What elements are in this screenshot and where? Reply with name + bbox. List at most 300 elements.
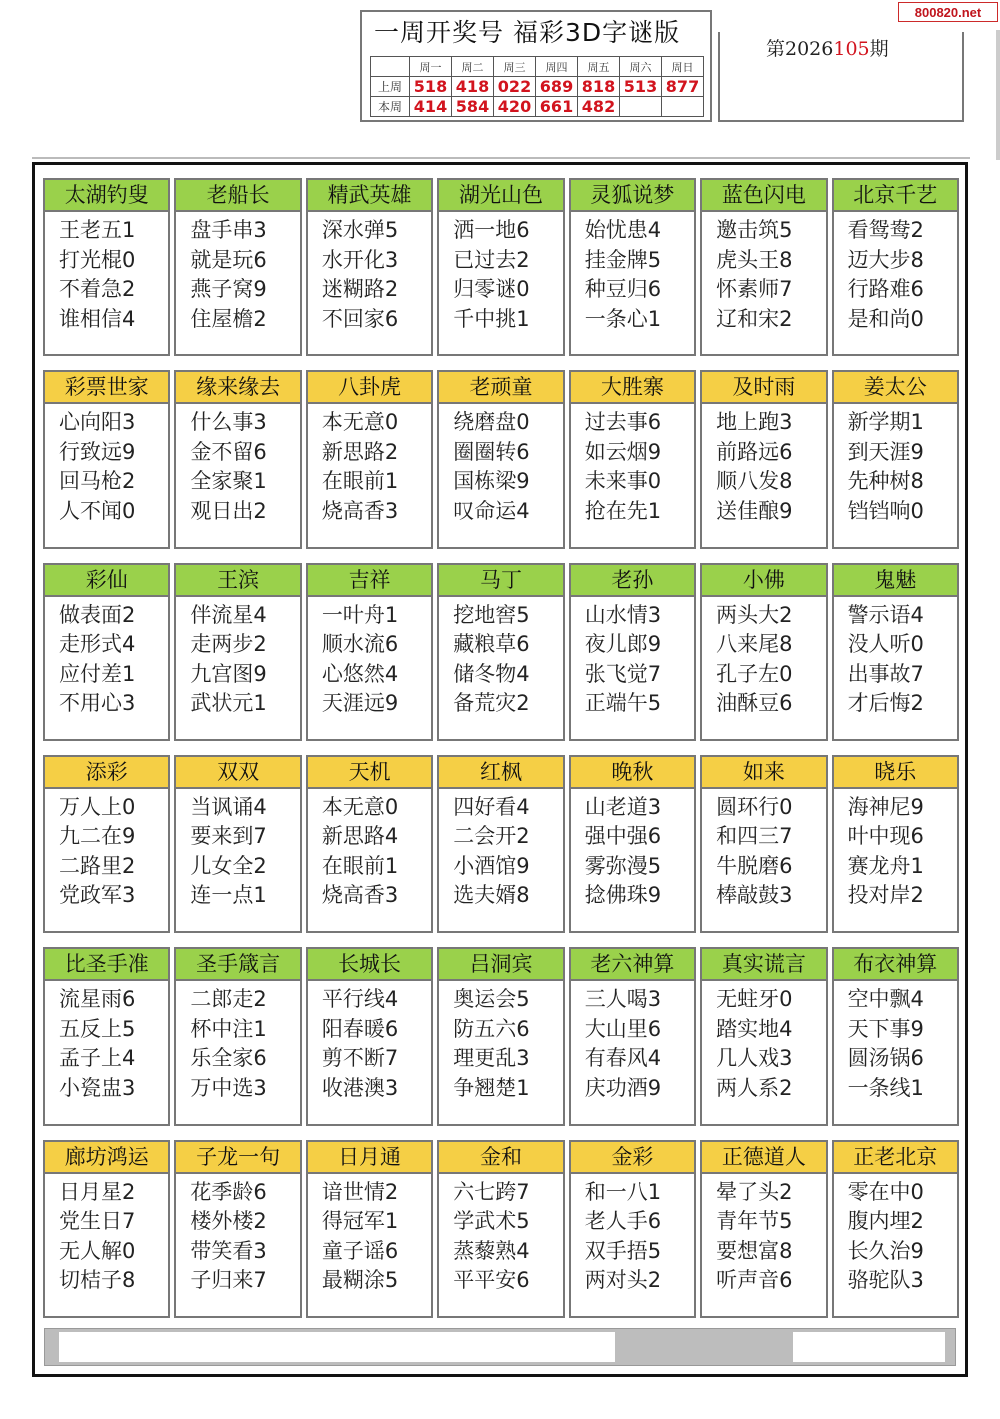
riddle-card-author: 湖光山色 xyxy=(439,180,562,212)
riddle-line: 和一八1 xyxy=(584,1179,662,1204)
riddle-card xyxy=(569,563,696,741)
riddle-card-author: 老顽童 xyxy=(439,372,562,404)
day-label: 周一 xyxy=(410,57,452,77)
riddle-line: 一条线1 xyxy=(847,1075,924,1100)
riddle-line: 争翘楚1 xyxy=(453,1075,530,1100)
riddle-card-body xyxy=(45,981,168,1123)
riddle-card xyxy=(569,178,696,356)
riddle-card xyxy=(569,947,696,1125)
riddle-line: 做表面2 xyxy=(59,602,136,627)
this-week-label: 本周 xyxy=(371,97,410,117)
draw-number: 877 xyxy=(662,77,704,97)
riddle-line: 骆驼队3 xyxy=(847,1268,924,1293)
riddle-line: 党政军3 xyxy=(59,883,136,908)
riddle-line: 应付差1 xyxy=(59,661,136,686)
riddle-line: 正端午5 xyxy=(584,691,662,716)
riddle-line: 洒一地6 xyxy=(453,218,530,242)
footer-blank-slot xyxy=(793,1332,945,1362)
riddle-card-author: 布衣神算 xyxy=(834,949,957,981)
riddle-line: 晕了头2 xyxy=(716,1179,793,1204)
riddle-line: 平平安6 xyxy=(453,1268,530,1293)
riddle-line: 油酥豆6 xyxy=(716,691,793,716)
riddle-line: 四好看4 xyxy=(453,794,530,819)
riddle-line: 种豆归6 xyxy=(584,277,662,301)
riddle-line: 花季龄6 xyxy=(190,1179,267,1204)
riddle-card xyxy=(437,755,564,933)
riddle-line: 迈大步8 xyxy=(847,247,924,272)
riddle-line: 行致远9 xyxy=(59,439,136,464)
riddle-line: 海神尼9 xyxy=(847,794,924,819)
riddle-line: 夜儿郎9 xyxy=(584,632,662,657)
issue-prefix: 第2026 xyxy=(766,38,834,60)
riddle-line: 杯中注1 xyxy=(190,1016,267,1041)
riddle-card-body xyxy=(571,981,694,1123)
riddle-line: 当讽诵4 xyxy=(190,794,267,819)
riddle-line: 未来事0 xyxy=(584,469,662,494)
riddle-line: 千中挑1 xyxy=(453,306,530,331)
riddle-line: 一条心1 xyxy=(584,306,662,331)
riddle-line: 孟子上4 xyxy=(59,1046,136,1071)
riddle-line: 绕磨盘0 xyxy=(453,410,530,435)
riddle-line: 全家聚1 xyxy=(190,469,267,494)
riddle-card-author: 双双 xyxy=(176,757,299,789)
riddle-card-author: 如来 xyxy=(702,757,825,789)
riddle-line: 捻佛珠9 xyxy=(584,883,662,908)
corner-cell xyxy=(371,57,410,77)
riddle-card-body xyxy=(45,404,168,546)
day-label: 周三 xyxy=(494,57,536,77)
riddle-line: 天下事9 xyxy=(847,1016,924,1041)
riddle-card xyxy=(43,1140,170,1318)
draw-number xyxy=(662,97,704,117)
riddle-line: 棒敲鼓3 xyxy=(716,883,793,908)
riddle-line: 不着急2 xyxy=(59,277,136,301)
riddle-line: 抢在先1 xyxy=(584,498,662,523)
issue-number: 105 xyxy=(833,38,870,60)
riddle-line: 藏粮草6 xyxy=(453,632,530,657)
issue-number-label xyxy=(766,34,889,61)
riddle-card-body xyxy=(308,597,431,739)
riddle-card xyxy=(174,1140,301,1318)
riddle-card xyxy=(700,370,827,548)
riddle-line: 在眼前1 xyxy=(321,853,399,878)
site-watermark: 800820.net xyxy=(898,2,998,22)
riddle-line: 归零谜0 xyxy=(453,277,530,301)
riddle-line: 山水情3 xyxy=(584,602,662,627)
riddle-line: 叹命运4 xyxy=(453,498,530,523)
riddle-line: 新思路4 xyxy=(321,824,399,849)
riddle-line: 无人解0 xyxy=(59,1238,136,1263)
riddle-card-author: 日月通 xyxy=(308,1142,431,1174)
riddle-line: 圈圈转6 xyxy=(453,439,530,464)
riddle-line: 强中强6 xyxy=(584,824,662,849)
riddle-card-body xyxy=(308,404,431,546)
issue-box xyxy=(718,32,964,122)
riddle-card-author: 天机 xyxy=(308,757,431,789)
riddle-card-body xyxy=(702,404,825,546)
riddle-line: 心悠然4 xyxy=(321,661,399,686)
draw-number: 420 xyxy=(494,97,536,117)
weekly-results-table xyxy=(370,56,704,117)
draw-number: 689 xyxy=(536,77,578,97)
riddle-card xyxy=(569,1140,696,1318)
riddle-card-body xyxy=(439,789,562,931)
riddle-line: 叶中现6 xyxy=(847,824,924,849)
riddle-line: 二路里2 xyxy=(59,853,136,878)
riddle-card xyxy=(700,1140,827,1318)
day-label: 周五 xyxy=(578,57,620,77)
riddle-line: 天涯远9 xyxy=(321,691,399,716)
riddle-line: 金不留6 xyxy=(190,439,267,464)
riddle-line: 圆汤锅6 xyxy=(847,1046,924,1071)
riddle-card xyxy=(43,947,170,1125)
riddle-card-body xyxy=(439,981,562,1123)
riddle-card-body xyxy=(834,981,957,1123)
riddle-card-author: 吕洞宾 xyxy=(439,949,562,981)
draw-number: 513 xyxy=(620,77,662,97)
riddle-card-author: 长城长 xyxy=(308,949,431,981)
riddle-card-author: 彩票世家 xyxy=(45,372,168,404)
riddle-line: 是和尚0 xyxy=(847,306,924,331)
riddle-line: 切桔子8 xyxy=(59,1268,136,1293)
riddle-card-body xyxy=(45,1174,168,1316)
riddle-card xyxy=(437,563,564,741)
riddle-card-author: 王滨 xyxy=(176,565,299,597)
riddle-card-body xyxy=(702,981,825,1123)
riddle-card-body xyxy=(571,1174,694,1316)
riddle-card-body xyxy=(176,597,299,739)
riddle-line: 三人喝3 xyxy=(584,987,662,1012)
riddle-line: 要想富8 xyxy=(716,1238,793,1263)
riddle-card xyxy=(43,563,170,741)
riddle-card-body xyxy=(571,212,694,354)
riddle-line: 收港澳3 xyxy=(321,1075,399,1100)
header-divider xyxy=(32,157,970,159)
riddle-line: 几人戏3 xyxy=(716,1046,793,1071)
riddle-line: 大山里6 xyxy=(584,1016,662,1041)
riddle-line: 前路远6 xyxy=(716,439,793,464)
riddle-card xyxy=(306,755,433,933)
riddle-card-body xyxy=(702,597,825,739)
riddle-card xyxy=(437,178,564,356)
riddle-line: 烧高香3 xyxy=(321,883,399,908)
riddle-line: 两对头2 xyxy=(584,1268,662,1293)
riddle-line: 平行线4 xyxy=(321,987,399,1012)
riddle-line: 连一点1 xyxy=(190,883,267,908)
riddle-card-author: 圣手箴言 xyxy=(176,949,299,981)
riddle-line: 新思路2 xyxy=(321,439,399,464)
draw-number xyxy=(620,97,662,117)
riddle-line: 长久治9 xyxy=(847,1238,924,1263)
riddle-line: 没人听0 xyxy=(847,632,924,657)
riddle-line: 就是玩6 xyxy=(190,247,267,272)
riddle-card-body xyxy=(176,212,299,354)
riddle-line: 始忧患4 xyxy=(584,218,662,242)
riddle-line: 听声音6 xyxy=(716,1268,793,1293)
riddle-line: 挂金牌5 xyxy=(584,247,662,272)
riddle-line: 双手捂5 xyxy=(584,1238,662,1263)
riddle-card-author: 小佛 xyxy=(702,565,825,597)
riddle-line: 万中选3 xyxy=(190,1075,267,1100)
riddle-card-author: 正德道人 xyxy=(702,1142,825,1174)
riddle-card xyxy=(306,178,433,356)
riddle-line: 本无意0 xyxy=(321,410,399,435)
riddle-card xyxy=(43,178,170,356)
riddle-line: 带笑看3 xyxy=(190,1238,267,1263)
riddle-line: 先种树8 xyxy=(847,469,924,494)
day-label: 周二 xyxy=(452,57,494,77)
draw-number: 584 xyxy=(452,97,494,117)
riddle-card-author: 彩仙 xyxy=(45,565,168,597)
riddle-line: 回马枪2 xyxy=(59,469,136,494)
riddle-line: 踏实地4 xyxy=(716,1016,793,1041)
riddle-line: 两头大2 xyxy=(716,602,793,627)
riddle-card-body xyxy=(439,404,562,546)
riddle-line: 深水弹5 xyxy=(321,218,399,242)
riddle-line: 王老五1 xyxy=(59,218,136,242)
draw-number: 414 xyxy=(410,97,452,117)
riddle-card-body xyxy=(439,597,562,739)
riddle-line: 到天涯9 xyxy=(847,439,924,464)
riddle-line: 张飞觉7 xyxy=(584,661,662,686)
riddle-card-author: 金彩 xyxy=(571,1142,694,1174)
riddle-line: 和四三7 xyxy=(716,824,793,849)
riddle-line: 储冬物4 xyxy=(453,661,530,686)
riddle-line: 辽和宋2 xyxy=(716,306,793,331)
riddle-card-author: 吉祥 xyxy=(308,565,431,597)
riddle-line: 备荒灾2 xyxy=(453,691,530,716)
riddle-line: 赛龙舟1 xyxy=(847,853,924,878)
riddle-line: 流星雨6 xyxy=(59,987,136,1012)
draw-number: 518 xyxy=(410,77,452,97)
weekly-results-panel xyxy=(360,10,712,122)
riddle-line: 才后悔2 xyxy=(847,691,924,716)
riddle-line: 人不闻0 xyxy=(59,498,136,523)
riddle-line: 谁相信4 xyxy=(59,306,136,331)
draw-number: 482 xyxy=(578,97,620,117)
riddle-line: 武状元1 xyxy=(190,691,267,716)
riddle-card xyxy=(174,947,301,1125)
riddle-card xyxy=(569,755,696,933)
riddle-line: 奥运会5 xyxy=(453,987,530,1012)
riddle-line: 观日出2 xyxy=(190,498,267,523)
riddle-line: 二郎走2 xyxy=(190,987,267,1012)
riddle-line: 燕子窝9 xyxy=(190,277,267,301)
riddle-line: 投对岸2 xyxy=(847,883,924,908)
riddle-card-body xyxy=(308,1174,431,1316)
riddle-card xyxy=(437,370,564,548)
riddle-card xyxy=(306,947,433,1125)
riddle-line: 庆功酒9 xyxy=(584,1075,662,1100)
riddle-card-body xyxy=(308,981,431,1123)
riddle-line: 走两步2 xyxy=(190,632,267,657)
riddle-card xyxy=(174,755,301,933)
riddle-line: 看鸳鸯2 xyxy=(847,218,924,242)
last-week-label: 上周 xyxy=(371,77,410,97)
riddle-card-author: 比圣手准 xyxy=(45,949,168,981)
riddle-card xyxy=(700,755,827,933)
draw-number: 661 xyxy=(536,97,578,117)
riddle-card xyxy=(832,563,959,741)
riddle-line: 八来尾8 xyxy=(716,632,793,657)
riddle-line: 本无意0 xyxy=(321,794,399,819)
riddle-line: 谙世情2 xyxy=(321,1179,399,1204)
riddle-line: 不回家6 xyxy=(321,306,399,331)
riddle-line: 无蛀牙0 xyxy=(716,987,793,1012)
riddle-line: 蒸藜熟4 xyxy=(453,1238,530,1263)
riddle-card xyxy=(306,1140,433,1318)
riddle-line: 在眼前1 xyxy=(321,469,399,494)
riddle-card-body xyxy=(834,1174,957,1316)
riddle-line: 山老道3 xyxy=(584,794,662,819)
riddle-line: 已过去2 xyxy=(453,247,530,272)
riddle-card-body xyxy=(571,404,694,546)
riddle-line: 青年节5 xyxy=(716,1209,793,1234)
riddle-line: 打光棍0 xyxy=(59,247,136,272)
riddle-line: 走形式4 xyxy=(59,632,136,657)
issue-suffix: 期 xyxy=(869,38,889,60)
riddle-card-body xyxy=(702,212,825,354)
riddle-line: 行路难6 xyxy=(847,277,924,301)
riddle-card-body xyxy=(308,212,431,354)
riddle-card-body xyxy=(571,789,694,931)
riddle-card xyxy=(700,563,827,741)
riddle-card-body xyxy=(571,597,694,739)
riddle-line: 小瓷盅3 xyxy=(59,1075,136,1100)
riddle-card-body xyxy=(45,597,168,739)
riddle-card-body xyxy=(834,404,957,546)
riddle-card-author: 老孙 xyxy=(571,565,694,597)
riddle-card xyxy=(43,370,170,548)
riddle-grid xyxy=(43,178,959,1318)
riddle-line: 腹内埋2 xyxy=(847,1209,924,1234)
riddle-line: 小酒馆9 xyxy=(453,853,530,878)
day-label: 周四 xyxy=(536,57,578,77)
riddle-line: 五反上5 xyxy=(59,1016,136,1041)
riddle-card-author: 正老北京 xyxy=(834,1142,957,1174)
riddle-line: 老人手6 xyxy=(584,1209,662,1234)
riddle-card xyxy=(174,370,301,548)
riddle-line: 邀击筑5 xyxy=(716,218,793,242)
riddle-card-author: 缘来缘去 xyxy=(176,372,299,404)
draw-number: 818 xyxy=(578,77,620,97)
footer-blank-slot xyxy=(59,1332,615,1362)
riddle-line: 孔子左0 xyxy=(716,661,793,686)
riddle-line: 心向阳3 xyxy=(59,410,136,435)
day-label: 周六 xyxy=(620,57,662,77)
this-week-row xyxy=(371,97,704,117)
riddle-line: 警示语4 xyxy=(847,602,924,627)
riddle-card xyxy=(832,1140,959,1318)
page-title: 一周开奖号 福彩3D字谜版 xyxy=(374,18,681,47)
riddle-line: 楼外楼2 xyxy=(190,1209,267,1234)
riddle-card xyxy=(437,947,564,1125)
riddle-card xyxy=(437,1140,564,1318)
riddle-line: 有春风4 xyxy=(584,1046,662,1071)
riddle-line: 挖地窖5 xyxy=(453,602,530,627)
riddle-line: 万人上0 xyxy=(59,794,136,819)
riddle-line: 日月星2 xyxy=(59,1179,136,1204)
riddle-line: 得冠军1 xyxy=(321,1209,399,1234)
riddle-card xyxy=(832,370,959,548)
riddle-card-author: 八卦虎 xyxy=(308,372,431,404)
riddle-card-author: 廊坊鸿运 xyxy=(45,1142,168,1174)
riddle-card-body xyxy=(834,789,957,931)
riddle-line: 新学期1 xyxy=(847,410,924,435)
riddle-card-author: 添彩 xyxy=(45,757,168,789)
riddle-card-body xyxy=(176,404,299,546)
riddle-line: 阳春暖6 xyxy=(321,1016,399,1041)
riddle-line: 烧高香3 xyxy=(321,498,399,523)
riddle-card-body xyxy=(308,789,431,931)
riddle-card-author: 鬼魅 xyxy=(834,565,957,597)
riddle-line: 地上跑3 xyxy=(716,410,793,435)
riddle-line: 铛铛响0 xyxy=(847,498,924,523)
riddle-card-author: 灵狐说梦 xyxy=(571,180,694,212)
riddle-card xyxy=(700,947,827,1125)
page-edge-divider xyxy=(996,30,1000,160)
riddle-card xyxy=(569,370,696,548)
riddle-line: 牛脱磨6 xyxy=(716,853,793,878)
riddle-card-author: 真实谎言 xyxy=(702,949,825,981)
riddle-card-author: 红枫 xyxy=(439,757,562,789)
riddle-card xyxy=(700,178,827,356)
riddle-card xyxy=(832,947,959,1125)
riddle-line: 不用心3 xyxy=(59,691,136,716)
riddle-line: 如云烟9 xyxy=(584,439,662,464)
riddle-card-body xyxy=(439,1174,562,1316)
riddle-card-author: 蓝色闪电 xyxy=(702,180,825,212)
riddle-line: 圆环行0 xyxy=(716,794,793,819)
riddle-line: 伴流星4 xyxy=(190,602,267,627)
riddle-line: 什么事3 xyxy=(190,410,267,435)
riddle-card-body xyxy=(176,789,299,931)
riddle-line: 虎头王8 xyxy=(716,247,793,272)
riddle-line: 一叶舟1 xyxy=(321,602,399,627)
last-week-row xyxy=(371,77,704,97)
riddle-line: 九宫图9 xyxy=(190,661,267,686)
riddle-card-author: 马丁 xyxy=(439,565,562,597)
riddle-card-body xyxy=(176,981,299,1123)
riddle-card-body xyxy=(176,1174,299,1316)
footer-bar xyxy=(44,1328,956,1366)
riddle-line: 送佳酿9 xyxy=(716,498,793,523)
riddle-line: 国栋梁9 xyxy=(453,469,530,494)
riddle-card-body xyxy=(834,212,957,354)
riddle-card-author: 大胜寨 xyxy=(571,372,694,404)
riddle-line: 两人系2 xyxy=(716,1075,793,1100)
riddle-line: 子归来7 xyxy=(190,1268,267,1293)
riddle-line: 儿女全2 xyxy=(190,853,267,878)
riddle-line: 剪不断7 xyxy=(321,1046,399,1071)
riddle-line: 过去事6 xyxy=(584,410,662,435)
riddle-line: 雾弥漫5 xyxy=(584,853,662,878)
riddle-card-body xyxy=(45,789,168,931)
riddle-card-author: 晓乐 xyxy=(834,757,957,789)
riddle-card-body xyxy=(834,597,957,739)
riddle-line: 顺八发8 xyxy=(716,469,793,494)
riddle-card xyxy=(174,563,301,741)
riddle-card-author: 姜太公 xyxy=(834,372,957,404)
riddle-card-author: 老六神算 xyxy=(571,949,694,981)
riddle-card-author: 及时雨 xyxy=(702,372,825,404)
riddle-line: 选夫婿8 xyxy=(453,883,530,908)
riddle-card-author: 金和 xyxy=(439,1142,562,1174)
riddle-card xyxy=(174,178,301,356)
riddle-line: 学武术5 xyxy=(453,1209,530,1234)
riddle-line: 党生日7 xyxy=(59,1209,136,1234)
riddle-line: 怀素师7 xyxy=(716,277,793,301)
